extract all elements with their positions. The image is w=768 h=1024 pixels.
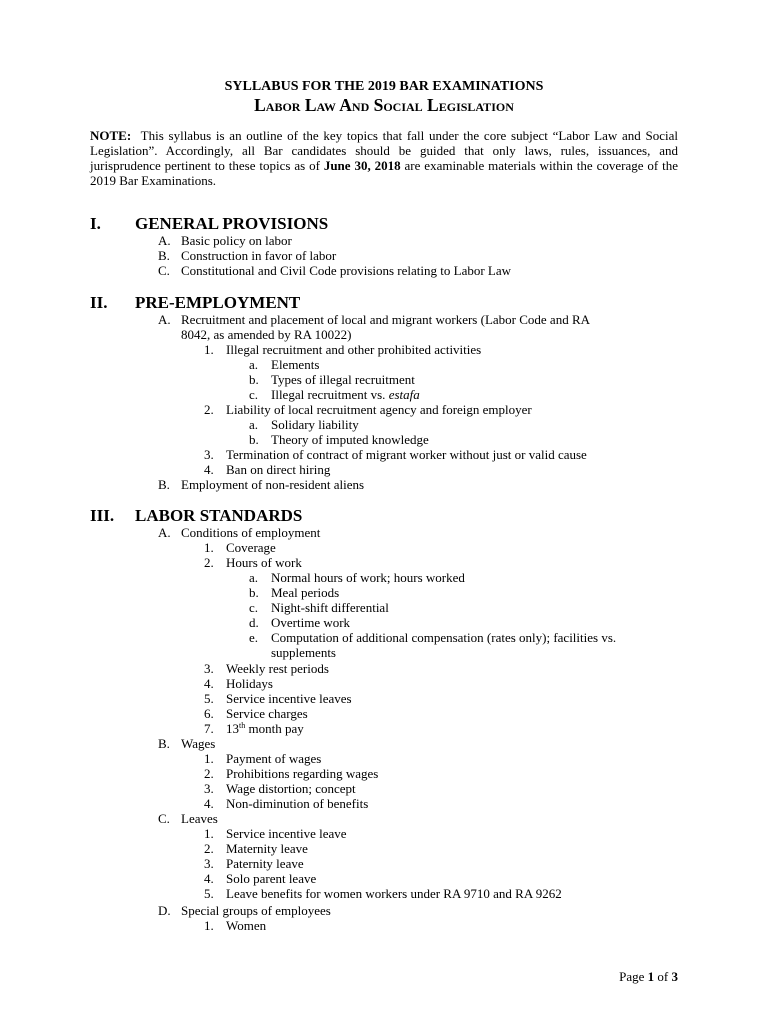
page-number-footer: Page 1 of 3: [619, 969, 678, 984]
note-text-2: are examinable materials within the coverage of the 2019 Bar Examinations.: [90, 158, 679, 188]
section-title: LABOR STANDARDS: [135, 506, 303, 525]
section-title: GENERAL PROVISIONS: [135, 214, 329, 233]
section-number: II.: [90, 293, 108, 312]
superscript: th: [239, 721, 246, 730]
subject-title: Labor Law And Social Legislation: [254, 95, 514, 115]
note-text-1: This syllabus is an outline of the key topics that fall under the core subject “Labor Law and Social Legislation”. Accordingly, all Bar candidates should be guided that only laws, rules, issuances, and jurisprudence pertinent to these topics as of: [90, 128, 679, 173]
note-label: NOTE:: [90, 128, 132, 143]
note-date: June 30, 2018: [323, 158, 401, 173]
syllabus-heading: SYLLABUS FOR THE 2019 BAR EXAMINATIONS: [224, 79, 544, 94]
document-page: SYLLABUS FOR THE 2019 BAR EXAMINATIONS Labor Law And Social Legislation NOTE: This syllabus is an outline of the key topics that fall under the core subject “Labor Law and Social Legislation”. Accordingly, all Bar candidates should be guided that only laws, rules, issuances, and jurisprudence pertinent to these topics as of June 30, 2018 are examinable materials within the coverage of the 2019 Bar Examinations. I. GENERAL PROVISIONS A. Basic policy on labor B. Construction in favor of labor C. Constitutional and Civil Code provisions relating to Labor Law II. PRE-EMPLOYMENT A. Recruitment and placement of local and migrant workers (Labor Code and RA 8042, as amended by RA 10022) 1. Illegal recruitment and other prohibited activities a. Elements b. Types of illegal recruitment c. Illegal recruitment vs. estafa 2. Liability of local recruitment agency and foreign employer a. Solidary liability b. Theory of imputed knowledge 3. Termination of contract of migrant worker without just or valid cause 4. Ban on direct hiring B. Employment of non-resident aliens III. LABOR STANDARDS A. Conditions of employment 1. Coverage 2. Hours of work a. Normal hours of work; hours worked b. Meal periods c. Night-shift differential d. Overtime work e. Computation of additional compensation (rates only); facilities vs. supplements 3. Weekly rest periods 4. Holidays 5. Service incentive leaves 6. Service charges 7. 13th month pay B. Wages 1. Payment of wages 2. Prohibitions regarding wages 3. Wage distortion; concept 4. Non-diminution of benefits C. Leaves 1. Service incentive leave 2. Maternity leave 3. Paternity leave 4. Solo parent leave 5. Leave benefits for women workers under RA 9710 and RA 9262 D. Special groups of employees 1. Women Page 1 of 3: [0, 0, 768, 1024]
italic-term: estafa: [388, 387, 420, 402]
section-number: I.: [90, 214, 101, 233]
note-paragraph: [90, 128, 678, 188]
section-title: PRE-EMPLOYMENT: [135, 293, 301, 312]
section-number: III.: [90, 506, 115, 525]
